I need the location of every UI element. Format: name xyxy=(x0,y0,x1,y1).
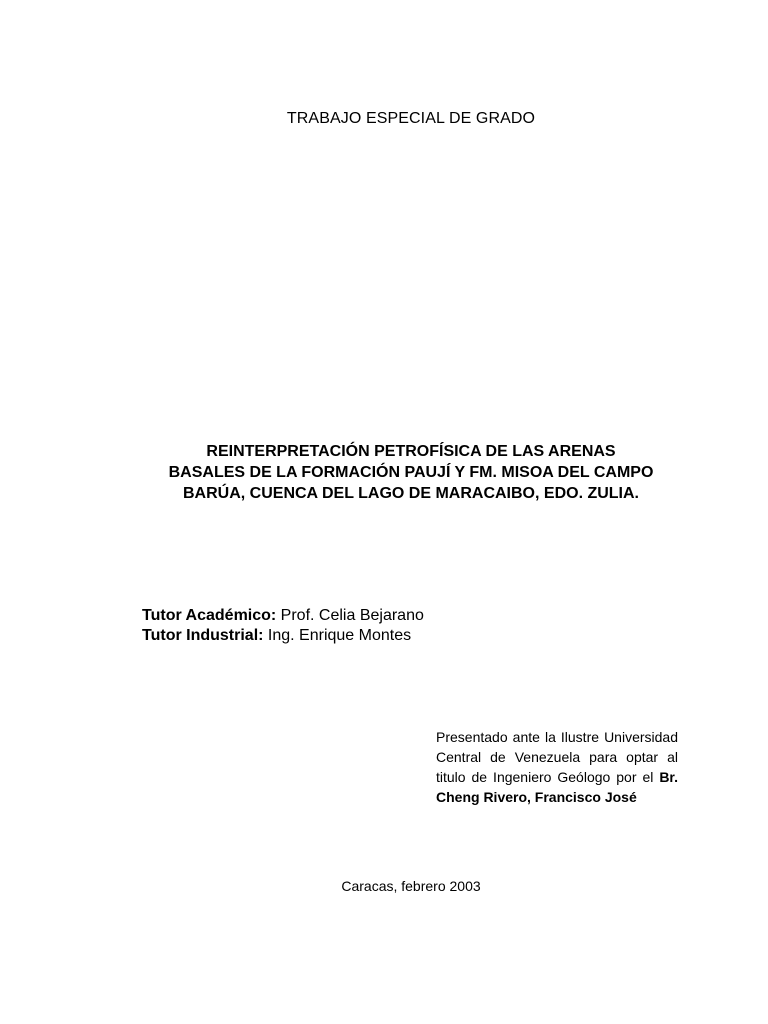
thesis-title-line: BASALES DE LA FORMACIÓN PAUJÍ Y FM. MISOA DEL CAMPO xyxy=(168,464,654,481)
industrial-tutor xyxy=(142,626,424,646)
industrial-tutor-name: Ing. Enrique Montes xyxy=(263,627,412,644)
academic-tutor-name: Prof. Celia Bejarano xyxy=(276,607,424,624)
thesis-title xyxy=(100,441,722,504)
academic-tutor-label: Tutor Académico: xyxy=(142,607,277,624)
place-and-date: Caracas, febrero 2003 xyxy=(341,878,481,894)
thesis-title-line: REINTERPRETACIÓN PETROFÍSICA DE LAS ARENAS xyxy=(206,443,616,460)
academic-tutor xyxy=(142,606,424,626)
author-name: Br. Cheng Rivero, Francisco José xyxy=(436,769,678,805)
document-type-heading: TRABAJO ESPECIAL DE GRADO xyxy=(286,110,536,127)
presentation-statement xyxy=(436,727,678,807)
thesis-title-line: BARÚA, CUENCA DEL LAGO DE MARACAIBO, EDO. ZULIA. xyxy=(183,485,639,502)
industrial-tutor-label: Tutor Industrial: xyxy=(142,627,264,644)
tutors-block xyxy=(142,606,424,646)
presentation-text: Presentado ante la Ilustre Universidad Central de Venezuela para optar al titulo de Ingeniero Geólogo por el xyxy=(436,729,678,785)
